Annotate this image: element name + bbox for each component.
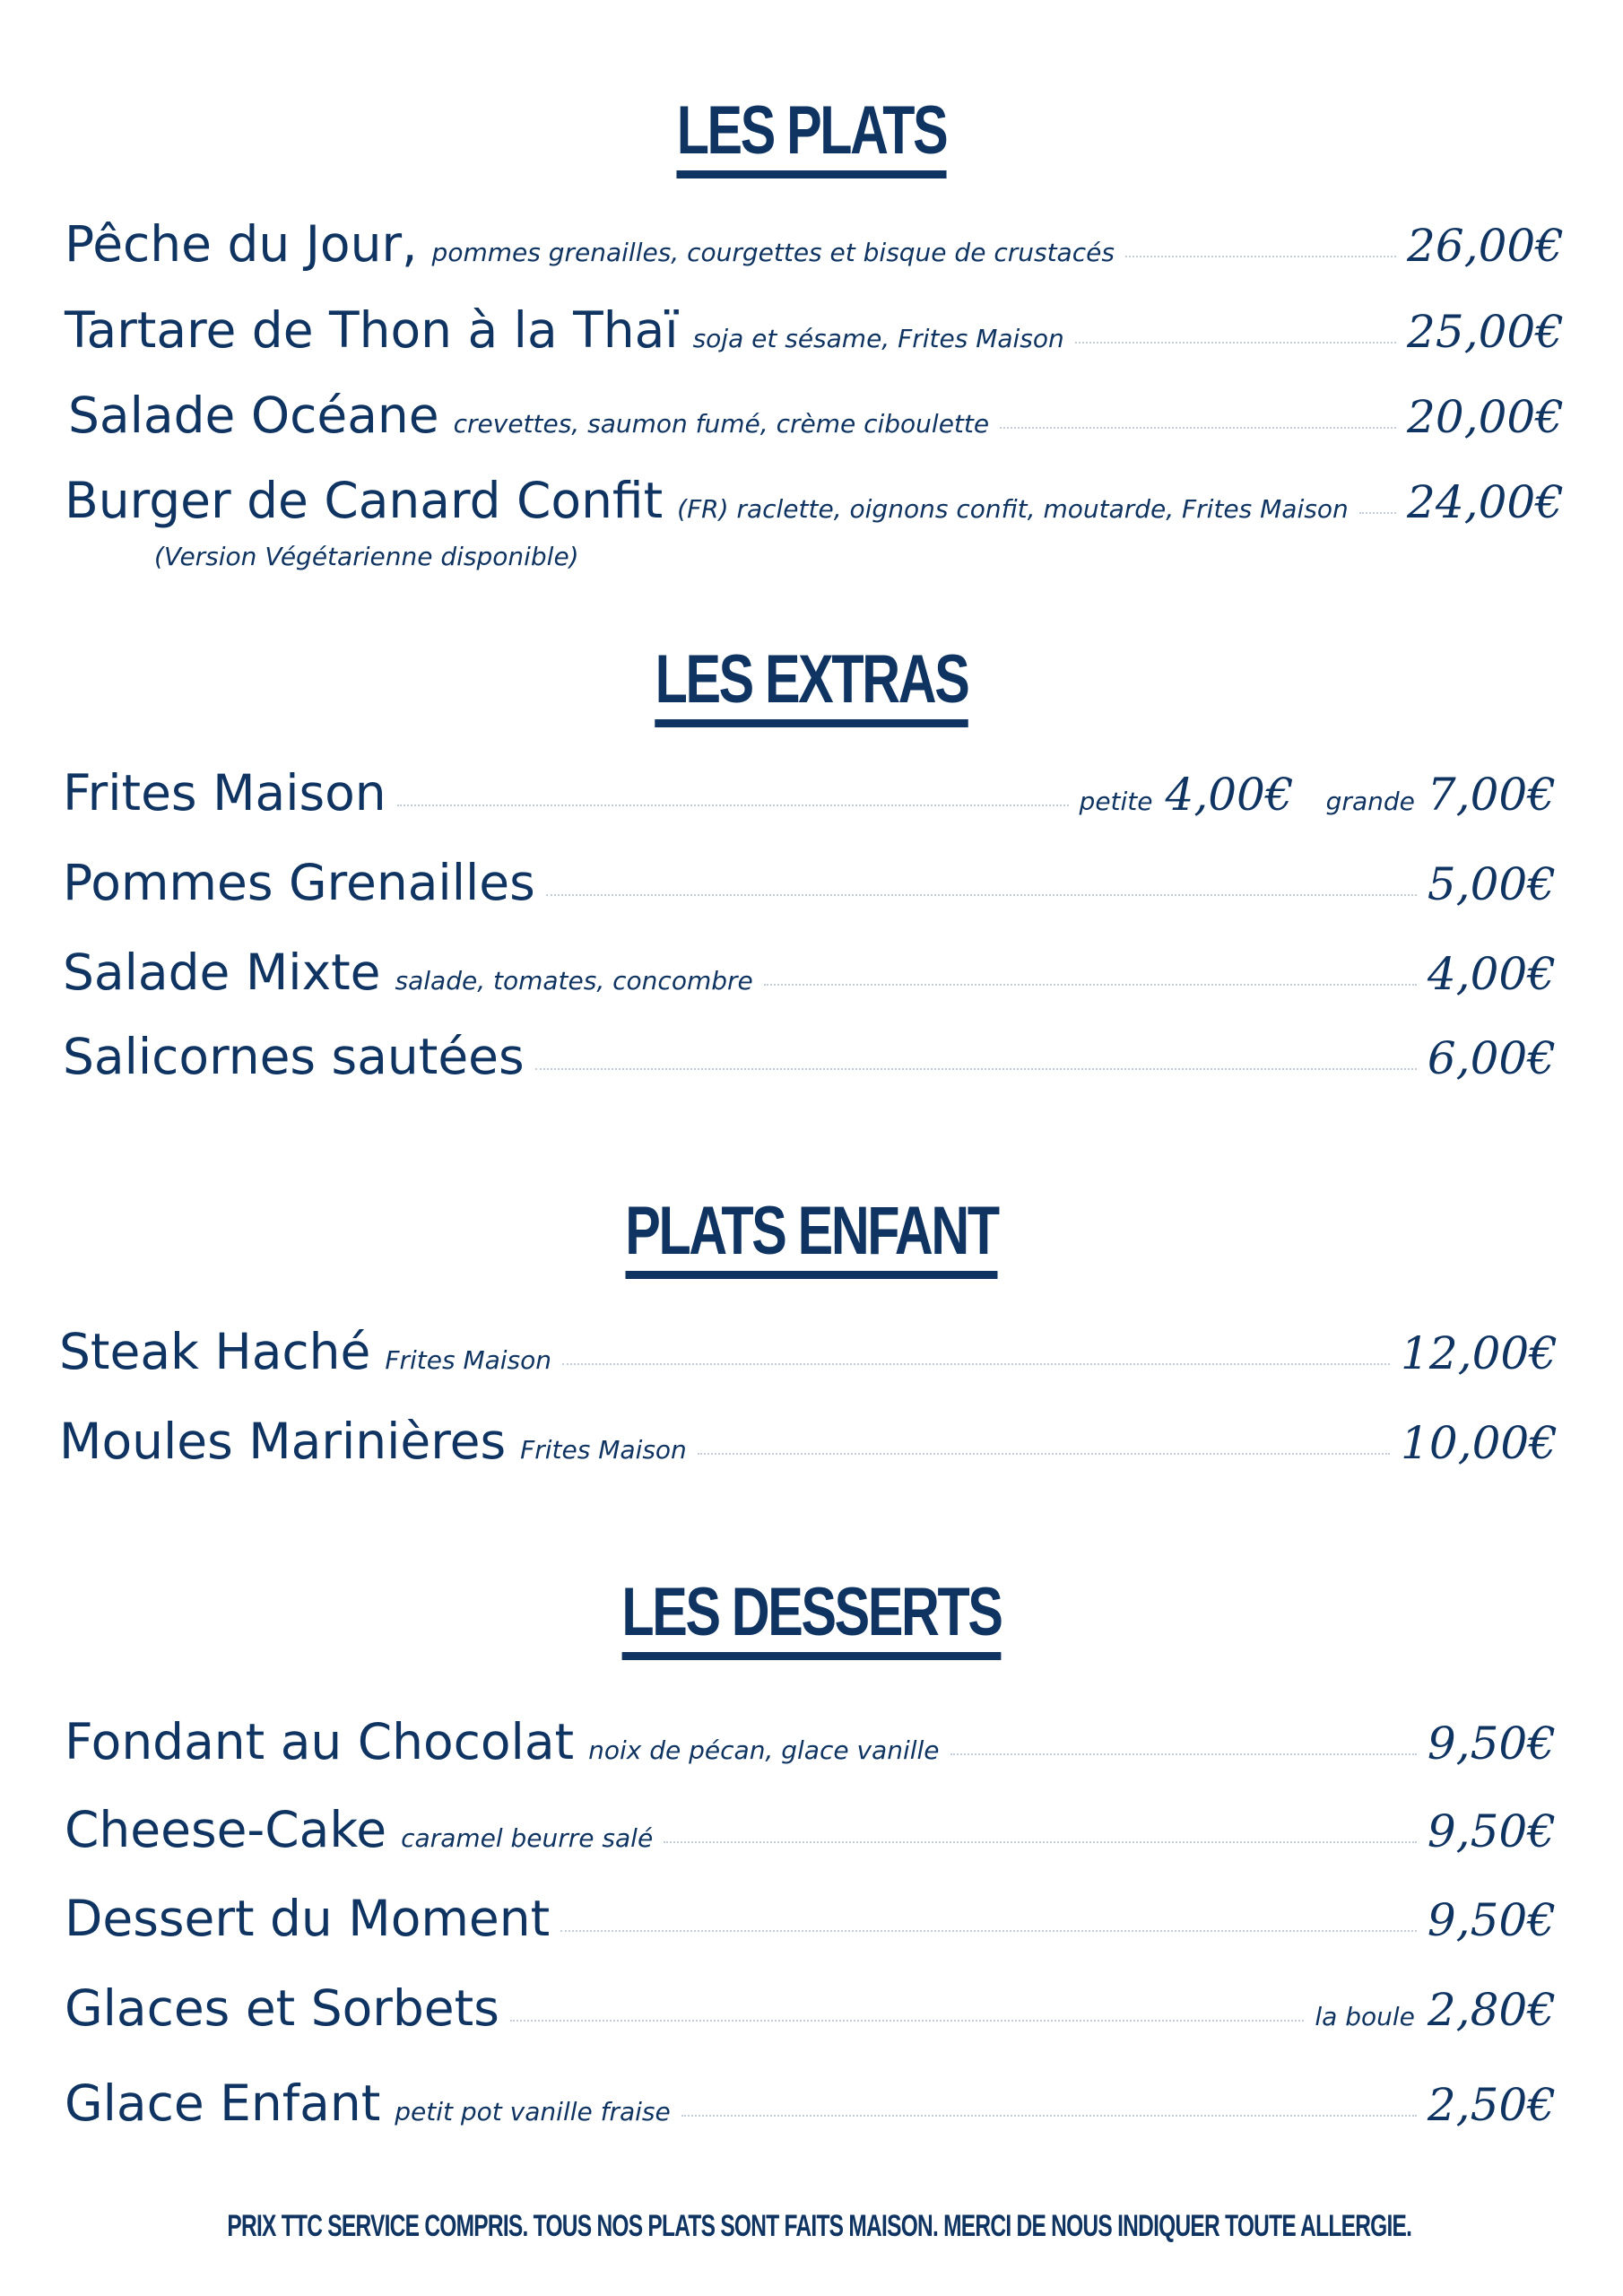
dotted-leader — [681, 2114, 1417, 2117]
item-name: Cheese-Cake — [65, 1801, 387, 1858]
item-price: 9,50€ — [1427, 1894, 1556, 1946]
item-name: Salade Océane — [68, 387, 439, 444]
menu-item-burger-de-canard — [65, 472, 1564, 535]
item-price: 26,00€ — [1407, 220, 1564, 272]
menu-item-peche-du-jour — [65, 215, 1564, 278]
dotted-leader — [1075, 341, 1396, 344]
menu-item-moules-marinieres — [59, 1413, 1558, 1475]
menu-item-fondant-chocolat — [65, 1713, 1556, 1776]
item-name: Steak Haché — [59, 1323, 371, 1380]
dotted-leader — [764, 983, 1417, 986]
section-title-plats-text: LES PLATS — [677, 97, 947, 178]
item-description: (FR) raclette, oignons confit, moutarde, Frites Maison — [677, 494, 1349, 524]
item-price: 10,00€ — [1401, 1417, 1558, 1469]
menu-item-steak-hache — [59, 1323, 1558, 1386]
item-price: 12,00€ — [1401, 1327, 1558, 1379]
footer-notice: PRIX TTC SERVICE COMPRIS. TOUS NOS PLATS SONT FAITS MAISON. MERCI DE NOUS INDIQUER TOUTE ALLERGIE. — [227, 2209, 1412, 2243]
item-description: Frites Maison — [385, 1345, 552, 1375]
size-label-petite: petite — [1079, 787, 1153, 816]
dotted-leader — [698, 1452, 1390, 1455]
item-description: caramel beurre salé — [401, 1823, 654, 1853]
item-description: soja et sésame, Frites Maison — [692, 324, 1064, 353]
vegetarian-note: (Version Végétarienne disponible) — [154, 542, 579, 571]
menu-item-dessert-du-moment — [65, 1890, 1556, 1952]
item-name: Salicornes sautées — [63, 1028, 525, 1085]
section-title-enfant — [178, 1193, 1445, 1279]
section-title-extras — [178, 641, 1445, 727]
item-name: Salade Mixte — [63, 944, 381, 1001]
dotted-leader — [1000, 426, 1396, 429]
item-description: noix de pécan, glace vanille — [588, 1735, 940, 1765]
item-price: 2,80€ — [1427, 1984, 1556, 2036]
item-description: petit pot vanille fraise — [395, 2097, 671, 2126]
dotted-leader — [1125, 255, 1396, 257]
item-price: 20,00€ — [1407, 391, 1564, 443]
size-label-grande: grande — [1325, 787, 1415, 816]
item-price: 9,50€ — [1427, 1718, 1556, 1770]
item-price: 25,00€ — [1407, 306, 1564, 358]
item-price-grande: 7,00€ — [1427, 769, 1556, 821]
section-title-desserts-text: LES DESSERTS — [621, 1578, 1001, 1660]
section-title-enfant-text: PLATS ENFANT — [625, 1197, 997, 1279]
dotted-leader — [664, 1840, 1417, 1843]
item-description: pommes grenailles, courgettes et bisque de crustacés — [431, 238, 1115, 267]
item-price: 6,00€ — [1427, 1032, 1556, 1084]
item-price: 2,50€ — [1427, 2079, 1556, 2131]
dotted-leader — [510, 2019, 1305, 2022]
dotted-leader — [562, 1362, 1390, 1365]
dotted-leader — [535, 1067, 1417, 1070]
item-price: 9,50€ — [1427, 1805, 1556, 1857]
menu-item-glaces-sorbets — [65, 1979, 1556, 2042]
menu-item-tartare-de-thon — [65, 301, 1564, 364]
item-price: 24,00€ — [1407, 476, 1564, 528]
dotted-leader — [546, 893, 1417, 896]
dotted-leader — [560, 1929, 1417, 1932]
menu-item-salade-oceane — [68, 387, 1564, 449]
item-price-petite: 4,00€ — [1165, 769, 1294, 821]
item-description: Frites Maison — [520, 1435, 687, 1465]
unit-label: la boule — [1315, 2002, 1415, 2031]
item-description: crevettes, saumon fumé, crème ciboulette — [453, 409, 990, 439]
item-price: 5,00€ — [1427, 858, 1556, 910]
dotted-leader — [950, 1752, 1417, 1755]
item-name: Glace Enfant — [65, 2074, 381, 2132]
menu-item-cheese-cake — [65, 1801, 1556, 1864]
section-title-plats — [178, 92, 1445, 178]
menu-item-pommes-grenailles — [63, 854, 1556, 917]
item-name: Tartare de Thon à la Thaï — [65, 301, 679, 359]
item-name: Dessert du Moment — [65, 1890, 551, 1947]
section-title-desserts — [178, 1574, 1445, 1660]
item-name: Pêche du Jour, — [65, 215, 418, 273]
item-name: Glaces et Sorbets — [65, 1979, 499, 2037]
dotted-leader — [397, 804, 1069, 806]
item-price: 4,00€ — [1427, 948, 1556, 1000]
section-title-extras-text: LES EXTRAS — [655, 646, 968, 727]
menu-item-glace-enfant — [65, 2074, 1556, 2137]
item-name: Pommes Grenailles — [63, 854, 535, 911]
item-name: Frites Maison — [63, 764, 386, 822]
item-name: Moules Marinières — [59, 1413, 507, 1470]
menu-item-frites-maison — [63, 764, 1556, 827]
item-name: Burger de Canard Confit — [65, 472, 664, 529]
menu-item-salade-mixte — [63, 944, 1556, 1006]
item-name: Fondant au Chocolat — [65, 1713, 575, 1770]
menu-item-salicornes — [63, 1028, 1556, 1091]
dotted-leader — [1359, 511, 1396, 514]
item-description: salade, tomates, concombre — [395, 966, 753, 996]
